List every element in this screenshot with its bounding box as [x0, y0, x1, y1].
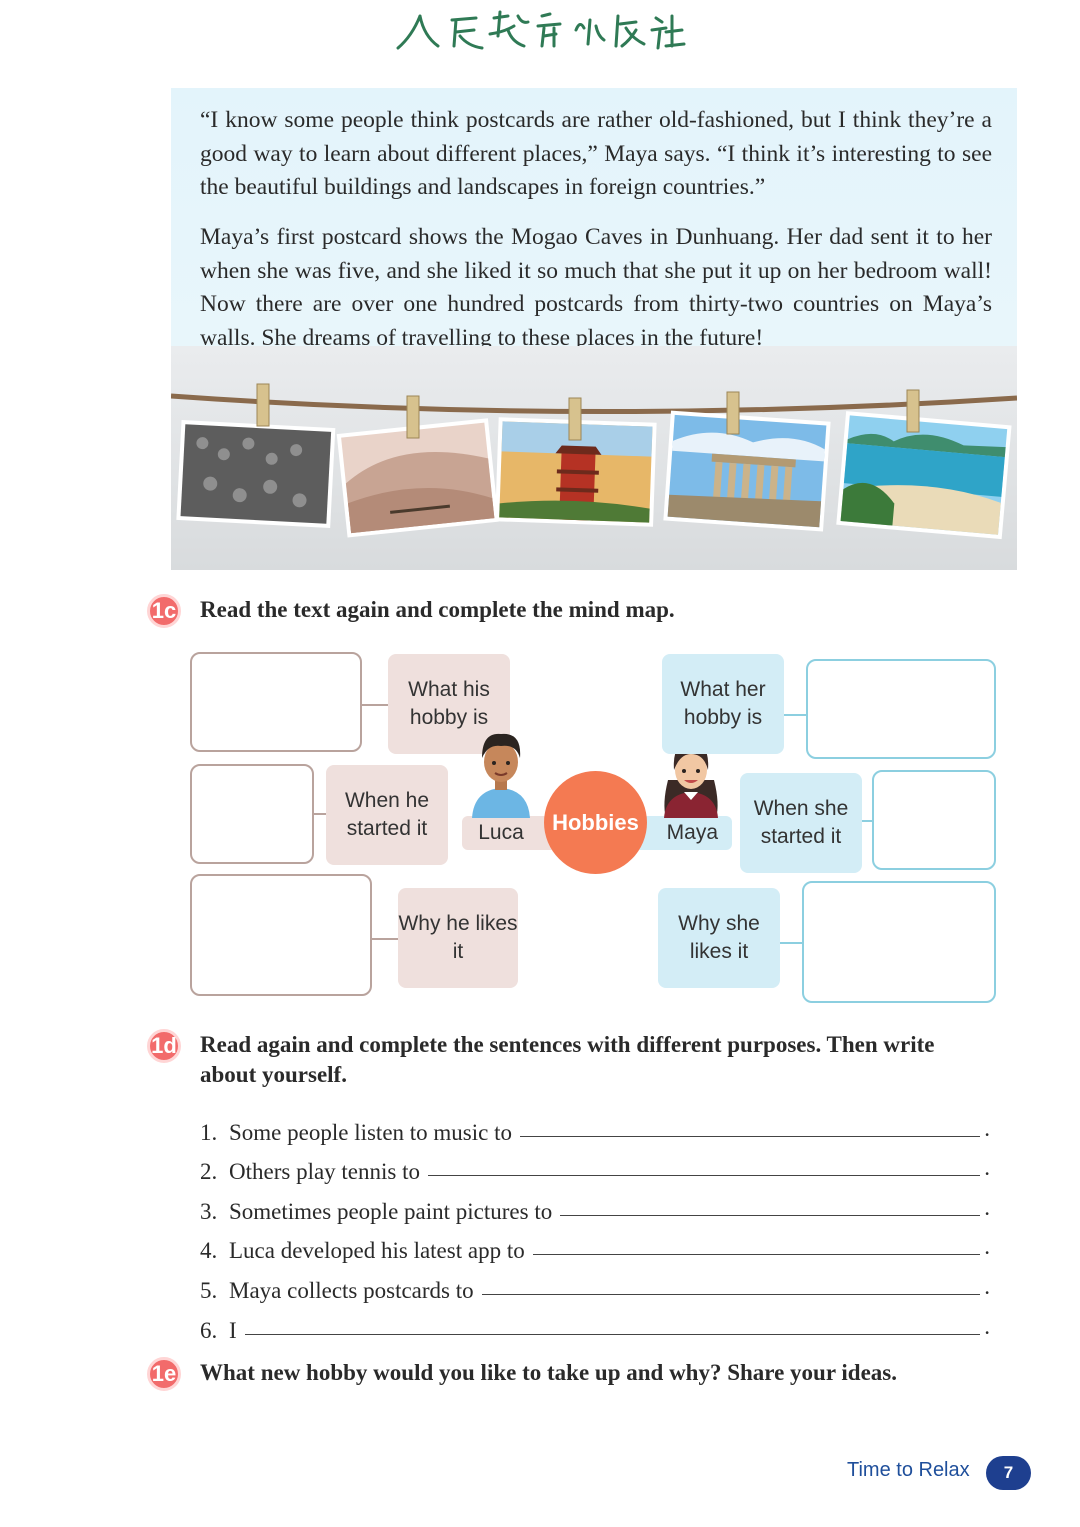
sentence-item: 4. Luca developed his latest app to .: [200, 1234, 990, 1264]
reading-passage: [171, 88, 1017, 570]
sentence-number: 5.: [200, 1277, 218, 1303]
sentence-text: Sometimes people paint pictures to: [229, 1198, 553, 1224]
sentence-number: 6.: [200, 1317, 218, 1343]
name-luca: Luca: [462, 816, 566, 850]
sentence-text: Some people listen to music to: [229, 1119, 512, 1145]
postcard-parthenon: [663, 411, 830, 532]
sentence-item: 1. Some people listen to music to .: [200, 1115, 990, 1145]
passage-paragraph: Maya’s first postcard shows the Mogao Caves in Dunhuang. Her dad sent it to her when she was five, and she liked it so much that she put it up on her bedroom wall! Now there are over one hundred postcards from thirty-two countries on Maya’s walls. She dreams of travelling to these places in the future!: [200, 224, 992, 351]
clothesline: [171, 396, 1017, 412]
answer-blank[interactable]: [482, 1294, 981, 1295]
label-why-she-likes: Why she likes it: [658, 888, 780, 988]
answer-box-what-his-hobby[interactable]: [190, 652, 362, 752]
passage-paragraph: “I know some people think postcards are rather old-fashioned, but I think they’re a good way to learn about different places,” Maya says. “I think it’s interesting to see the beautiful buildings and landscapes in foreign countries.”: [200, 107, 992, 200]
answer-blank[interactable]: [520, 1136, 980, 1137]
activity-1e: [147, 1357, 897, 1391]
sentence-item: 2. Others play tennis to .: [200, 1155, 990, 1185]
sentence-item: 3. Sometimes people paint pictures to .: [200, 1194, 990, 1224]
activity-badge: 1c: [147, 594, 181, 628]
answer-box-why-he-likes[interactable]: [190, 874, 372, 996]
connector: [362, 704, 388, 706]
label-when-he-started: When he started it: [326, 765, 448, 865]
activity-badge: 1e: [147, 1357, 181, 1391]
label-what-his-hobby: What his hobby is: [388, 654, 510, 754]
connector: [862, 820, 872, 822]
luca-avatar: [468, 726, 534, 818]
activity-instruction: What new hobby would you like to take up and why? Share your ideas.: [200, 1360, 897, 1385]
answer-blank[interactable]: [560, 1215, 980, 1216]
sentence-text: I: [229, 1317, 237, 1343]
activity-instruction: Read again and complete the sentences with different purposes. Then write about yourself.: [200, 1032, 935, 1087]
sentence-text: Others play tennis to: [229, 1159, 420, 1185]
label-why-he-likes: Why he likes it: [398, 888, 518, 988]
answer-blank[interactable]: [245, 1334, 981, 1335]
answer-box-what-her-hobby[interactable]: [806, 659, 996, 759]
sentence-number: 4.: [200, 1238, 218, 1264]
sentence-item: 6. I .: [200, 1313, 990, 1343]
activity-instruction: Read the text again and complete the mind map.: [200, 597, 675, 622]
postcards-on-line: [171, 346, 1017, 570]
sentence-text: Luca developed his latest app to: [229, 1238, 525, 1264]
publisher-logo: [390, 6, 690, 56]
sentence-item: 5. Maya collects postcards to .: [200, 1273, 990, 1303]
answer-blank[interactable]: [533, 1254, 981, 1255]
sentence-number: 3.: [200, 1198, 218, 1224]
page-number: 7: [986, 1456, 1031, 1490]
answer-box-when-she-started[interactable]: [872, 770, 996, 870]
connector: [314, 813, 326, 815]
label-when-she-started: When she started it: [740, 773, 862, 873]
hub-hobbies: Hobbies: [544, 771, 647, 874]
sentence-number: 1.: [200, 1119, 218, 1145]
activity-badge: 1d: [147, 1029, 181, 1063]
sentence-number: 2.: [200, 1159, 218, 1185]
postcard-terracotta-warriors: [176, 420, 335, 528]
unit-title: Time to Relax: [847, 1459, 970, 1481]
label-what-her-hobby: What her hobby is: [662, 654, 784, 754]
activity-1c: [147, 594, 675, 628]
connector: [372, 938, 398, 940]
postcard-beach: [836, 411, 1011, 539]
activity-1d: [147, 1029, 977, 1090]
connector: [784, 714, 806, 716]
answer-blank[interactable]: [428, 1175, 980, 1176]
name-maya: Maya: [626, 816, 732, 850]
answer-box-when-he-started[interactable]: [190, 764, 314, 864]
sentence-text: Maya collects postcards to: [229, 1277, 474, 1303]
answer-box-why-she-likes[interactable]: [802, 881, 996, 1003]
sentence-list: [200, 1106, 990, 1344]
connector: [780, 942, 802, 944]
